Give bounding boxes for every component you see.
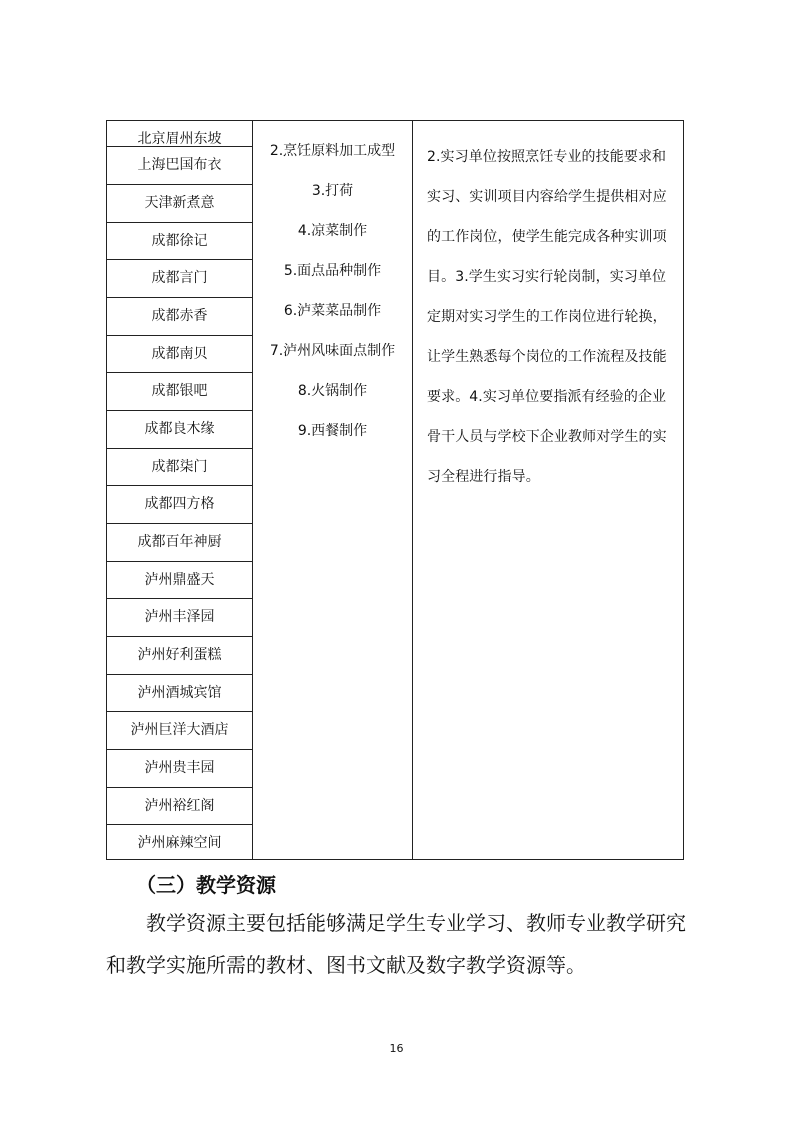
unit-cell: 成都徐记	[107, 222, 252, 260]
unit-cell: 成都良木缘	[107, 410, 252, 448]
unit-cell: 成都言门	[107, 259, 252, 297]
requirements-column	[413, 121, 683, 859]
unit-cell: 泸州鼎盛天	[107, 561, 252, 599]
unit-cell: 泸州巨洋大酒店	[107, 711, 252, 749]
unit-cell: 天津新煮意	[107, 184, 252, 222]
section-heading: （三）教学资源	[136, 873, 276, 897]
unit-cell: 泸州好利蛋糕	[107, 636, 252, 674]
project-item: 8.火锅制作	[297, 383, 368, 399]
unit-cell: 成都四方格	[107, 485, 252, 523]
project-item: 7.泸州风味面点制作	[269, 343, 396, 359]
project-item: 6.泸菜菜品制作	[283, 303, 382, 319]
unit-cell: 泸州丰泽园	[107, 598, 252, 636]
project-item: 5.面点品种制作	[283, 263, 382, 279]
projects-column	[253, 121, 413, 859]
unit-cell: 泸州麻辣空间	[107, 824, 252, 862]
unit-cell: 成都赤香	[107, 297, 252, 335]
unit-cell: 成都南贝	[107, 335, 252, 373]
unit-cell: 泸州裕红阁	[107, 787, 252, 825]
unit-cell: 泸州酒城宾馆	[107, 674, 252, 712]
unit-cell: 泸州贵丰园	[107, 749, 252, 787]
project-item: 9.西餐制作	[297, 423, 368, 439]
unit-cell: 上海巴国布衣	[107, 146, 252, 184]
requirements-text: 2.实习单位按照烹饪专业的技能要求和实习、实训项目内容给学生提供相对应的工作岗位，使学生能完成各种实训项目。3.学生实习实行轮岗制，实习单位定期对实习学生的工作岗位进行轮换，让学生熟悉每个岗位的工作流程及技能要求。4.实习单位要指派有经验的企业骨干人员与学校下企业教师对学生的实习全程进行指导。	[427, 149, 667, 485]
units-column	[107, 121, 253, 859]
project-list	[253, 139, 412, 459]
project-item: 2.烹饪原料加工成型	[269, 143, 396, 159]
unit-cell: 成都柒门	[107, 448, 252, 486]
project-item: 4.凉菜制作	[297, 223, 368, 239]
section-paragraph: 教学资源主要包括能够满足学生专业学习、教师专业教学研究和教学实施所需的教材、图书文献及数字教学资源等。	[106, 911, 686, 977]
unit-cell: 成都银吧	[107, 372, 252, 410]
unit-cell: 北京眉州东坡	[137, 131, 222, 147]
unit-cell: 成都百年神厨	[107, 523, 252, 561]
internship-table	[106, 120, 684, 860]
page-number: 16	[389, 1042, 404, 1055]
project-item: 3.打荷	[311, 183, 354, 199]
